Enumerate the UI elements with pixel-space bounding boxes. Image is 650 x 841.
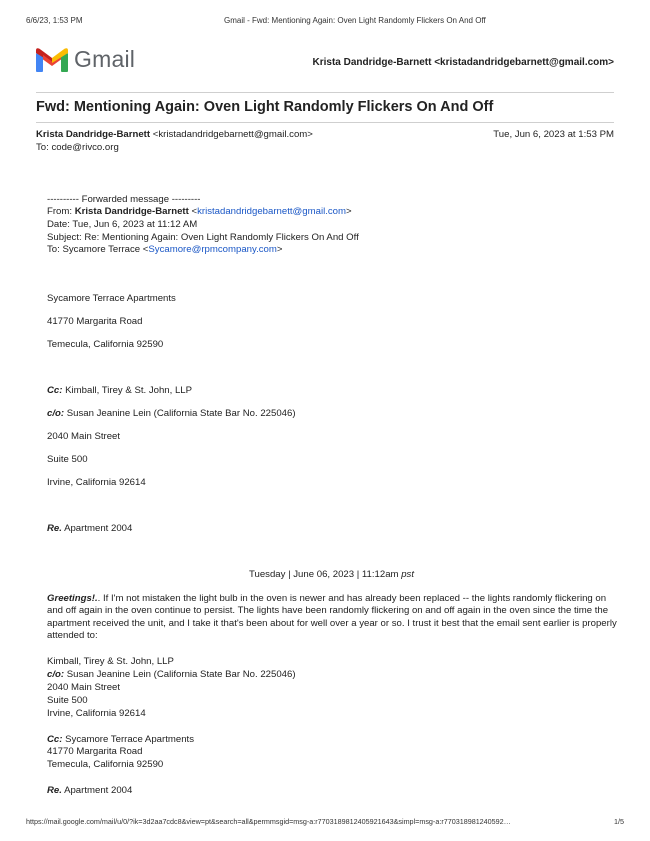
fwd-from-label: From:	[47, 206, 75, 217]
forwarded-divider: ---------- Forwarded message ---------	[47, 194, 201, 205]
co-line	[47, 669, 296, 680]
sender-name: Krista Dandridge-Barnett	[36, 129, 151, 140]
co-label: c/o:	[47, 669, 65, 680]
cc-line	[47, 385, 192, 396]
fwd-from-name: Krista Dandridge-Barnett	[74, 206, 189, 217]
address-line: Temecula, California 92590	[47, 759, 164, 770]
address-line: 41770 Margarita Road	[47, 746, 143, 757]
re-label: Re.	[47, 785, 62, 796]
greeting-text: . If I'm not mistaken the light bulb in the oven is newer and has already been replaced -- the lights randomly flickering on and off again in the oven continue to persist. The lights have been randomly flickering on and off again in the oven since the time the apartment received the unit, and I take it that's been about for well over a year or so. I trust it best that the email sent earlier is properly attended to:	[47, 593, 617, 642]
address-line: Temecula, California 92590	[47, 339, 164, 350]
address-line: Sycamore Terrace Apartments	[47, 293, 176, 304]
cc-value: Kimball, Tirey & St. John, LLP	[62, 385, 193, 396]
message-to: To: code@rivco.org	[36, 142, 119, 153]
re-value: Apartment 2004	[61, 523, 133, 534]
re-line	[47, 523, 132, 534]
header-divider	[36, 92, 614, 93]
fwd-to-email-link[interactable]: Sycamore@rpmcompany.com	[148, 244, 277, 255]
address-line: 2040 Main Street	[47, 431, 121, 442]
greeting-paragraph	[47, 593, 617, 643]
account-label: Krista Dandridge-Barnett <kristadandridgebarnett@gmail.com>	[312, 57, 614, 68]
print-url: https://mail.google.com/mail/u/0/?ik=3d2aa7cdc8&view=pt&search=all&permmsgid=msg-a:r7703189812405921643&simpl=msg-a:r770318981240592…	[26, 817, 511, 826]
address-line: Suite 500	[47, 454, 88, 465]
re-value: Apartment 2004	[61, 785, 133, 796]
co-value: Susan Jeanine Lein (California State Bar No. 225046)	[64, 408, 296, 419]
dateline-tz: pst	[401, 569, 415, 580]
print-datetime: 6/6/23, 1:53 PM	[26, 16, 83, 25]
print-page-number: 1/5	[614, 817, 624, 826]
co-line	[47, 408, 296, 419]
forwarded-subject: Subject: Re: Mentioning Again: Oven Light Randomly Flickers On And Off	[47, 232, 359, 243]
dateline	[249, 569, 414, 580]
dateline-main: Tuesday | June 06, 2023 | 11:12am	[249, 569, 402, 580]
co-label: c/o:	[47, 408, 65, 419]
co-value: Susan Jeanine Lein (California State Bar No. 225046)	[64, 669, 296, 680]
gmail-m-icon	[36, 47, 68, 72]
fwd-from-gt: >	[346, 206, 352, 217]
cc-label: Cc:	[47, 734, 63, 745]
fwd-from-lt: <	[188, 206, 198, 217]
message-timestamp: Tue, Jun 6, 2023 at 1:53 PM	[493, 129, 614, 140]
forwarded-from	[47, 206, 352, 217]
forwarded-to	[47, 244, 282, 255]
cc-line	[47, 734, 194, 745]
greeting-label: Greetings!.	[47, 593, 98, 604]
gmail-logo[interactable]	[36, 46, 135, 73]
fwd-to-gt: >	[276, 244, 283, 255]
address-line: 41770 Margarita Road	[47, 316, 143, 327]
cc-value: Sycamore Terrace Apartments	[62, 734, 194, 745]
re-line	[47, 785, 132, 796]
gmail-wordmark: Gmail	[74, 46, 136, 72]
thread-subject: Fwd: Mentioning Again: Oven Light Randomly Flickers On And Off	[36, 99, 494, 115]
address-line: Suite 500	[47, 695, 88, 706]
address-line: 2040 Main Street	[47, 682, 121, 693]
sender-email: <kristadandridgebarnett@gmail.com>	[152, 129, 313, 140]
fwd-from-email-link[interactable]: kristadandridgebarnett@gmail.com	[197, 206, 346, 217]
subject-divider	[36, 122, 614, 123]
re-label: Re.	[47, 523, 62, 534]
address-line: Irvine, California 92614	[47, 708, 146, 719]
message-sender	[36, 129, 313, 140]
print-page-title: Gmail - Fwd: Mentioning Again: Oven Light Randomly Flickers On And Off	[224, 16, 486, 25]
fwd-to-label: To: Sycamore Terrace <	[47, 244, 149, 255]
forwarded-date: Date: Tue, Jun 6, 2023 at 11:12 AM	[47, 219, 198, 230]
address-line: Kimball, Tirey & St. John, LLP	[47, 656, 174, 667]
address-line: Irvine, California 92614	[47, 477, 146, 488]
cc-label: Cc:	[47, 385, 63, 396]
